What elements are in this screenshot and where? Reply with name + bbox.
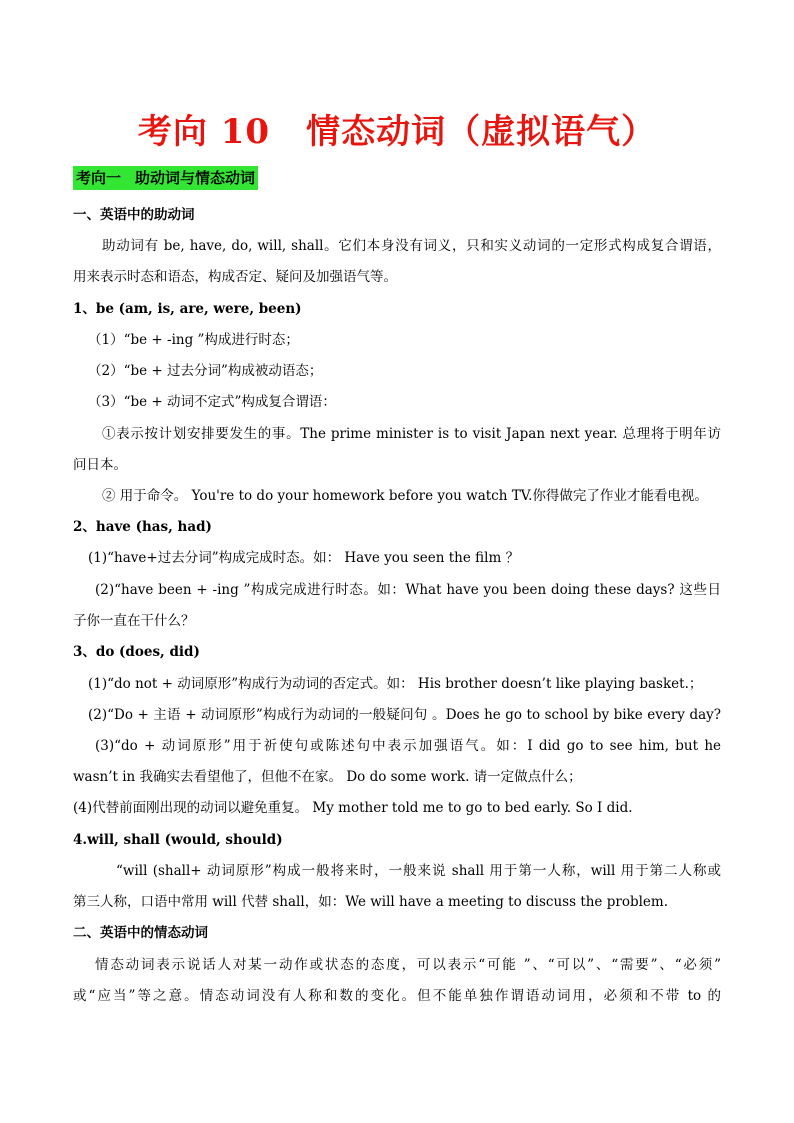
paragraph-line: 或“应当”等之意。情态动词没有人称和数的变化。但不能单独作谓语动词用，必须和不带 to 的 <box>73 988 721 1004</box>
list-item: (4)代替前面刚出现的动词以避免重复。 My mother told me to go to bed early. So I did. <box>73 800 633 816</box>
title-main: 情态动词（虚拟语气） <box>306 112 657 152</box>
list-item: (2)“have been + -ing ”构成完成进行时态。如：What have you been doing these days? 这些日 <box>95 582 721 598</box>
paragraph-line: 子你一直在干什么？ <box>73 613 195 629</box>
list-item: （1）“be + -ing ”构成进行时态； <box>88 332 299 348</box>
paragraph-line: 用来表示时态和语态，构成否定、疑问及加强语气等。 <box>73 269 397 285</box>
list-item: ② 用于命令。 You're to do your homework before you watch TV.你得做完了作业才能看电视。 <box>102 488 708 504</box>
paragraph-line: 第三人称，口语中常用 will 代替 shall，如：We will have a meeting to discuss the problem. <box>73 894 668 910</box>
list-item: (3)“do + 动词原形”用于祈使句或陈述句中表示加强语气。如：I did go to see him, but he <box>95 738 721 754</box>
list-item: （2）“be + 过去分词”构成被动语态； <box>88 363 323 379</box>
list-item: （3）“be + 动词不定式”构成复合谓语： <box>88 394 336 410</box>
title-prefix: 考向 10 <box>137 112 271 152</box>
paragraph-line: “will (shall+ 动词原形”构成一般将来时，一般来说 shall 用于第一人称，will 用于第二人称或 <box>116 863 721 879</box>
heading-will-shall: 4.will, shall (would, should) <box>73 832 283 848</box>
heading-auxiliary-verbs: 一、英语中的助动词 <box>73 207 195 223</box>
section-label-a: 考向一 <box>76 169 122 187</box>
paragraph-line: 情态动词表示说话人对某一动作或状态的态度，可以表示“可能 ”、“可以”、“需要”、“必须” <box>95 957 721 973</box>
page-title <box>0 104 794 153</box>
list-item: (1)“do not + 动词原形”构成行为动词的否定式。如： His brother doesn’t like playing basket.； <box>88 676 703 692</box>
list-item: ①表示按计划安排要发生的事。The prime minister is to visit Japan next year. 总理将于明年访 <box>102 426 721 442</box>
heading-be: 1、be (am, is, are, were, been) <box>73 301 302 317</box>
paragraph-line: 问日本。 <box>73 457 127 473</box>
heading-do: 3、do (does, did) <box>73 644 200 660</box>
list-item: (2)“Do + 主语 + 动词原形”构成行为动词的一般疑问句 。Does he go to school by bike every day? <box>88 707 721 723</box>
heading-have: 2、have (has, had) <box>73 519 212 535</box>
paragraph-line: 助动词有 be, have, do, will, shall。它们本身没有词义，只和实义动词的一定形式构成复合谓语， <box>102 238 721 254</box>
section-label <box>73 166 258 190</box>
section-label-b: 助动词与情态动词 <box>135 169 256 187</box>
heading-modal-verbs: 二、英语中的情态动词 <box>73 925 208 941</box>
list-item: (1)“have+过去分词”构成完成时态。如： Have you seen the film ？ <box>88 550 520 566</box>
paragraph-line: wasn’t in 我确实去看望他了，但他不在家。 Do do some work. 请一定做点什么； <box>73 769 582 785</box>
